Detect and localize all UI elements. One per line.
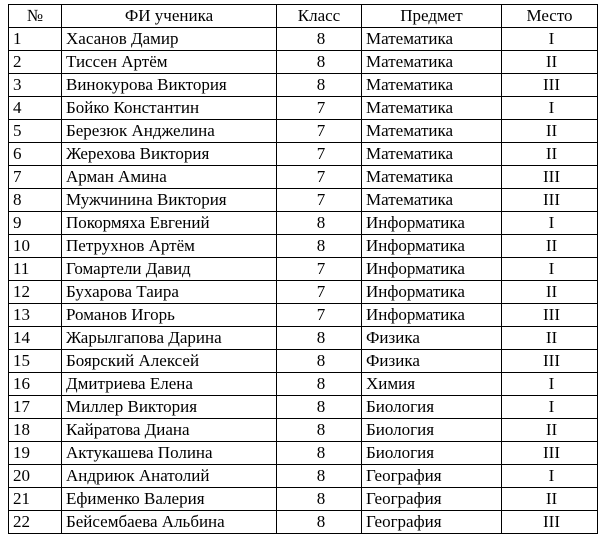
cell-number: 1 — [9, 28, 62, 51]
table-row — [9, 189, 598, 212]
cell-place: II — [502, 51, 598, 74]
table-row — [9, 465, 598, 488]
cell-student-name: Миллер Виктория — [62, 396, 277, 419]
cell-place: II — [502, 281, 598, 304]
cell-number: 16 — [9, 373, 62, 396]
header-place: Место — [502, 5, 598, 28]
cell-place: I — [502, 465, 598, 488]
cell-grade: 7 — [277, 189, 362, 212]
cell-grade: 8 — [277, 235, 362, 258]
cell-grade: 7 — [277, 281, 362, 304]
cell-place: I — [502, 97, 598, 120]
table-row — [9, 327, 598, 350]
cell-place: II — [502, 143, 598, 166]
cell-place: II — [502, 120, 598, 143]
cell-student-name: Тиссен Артём — [62, 51, 277, 74]
cell-student-name: Кайратова Диана — [62, 419, 277, 442]
cell-subject: Математика — [362, 143, 502, 166]
cell-student-name: Актукашева Полина — [62, 442, 277, 465]
header-student-name: ФИ ученика — [62, 5, 277, 28]
cell-grade: 8 — [277, 465, 362, 488]
cell-subject: Математика — [362, 120, 502, 143]
cell-place: II — [502, 235, 598, 258]
table-row — [9, 373, 598, 396]
table-row — [9, 212, 598, 235]
table-row — [9, 97, 598, 120]
table-row — [9, 258, 598, 281]
cell-grade: 7 — [277, 166, 362, 189]
cell-student-name: Дмитриева Елена — [62, 373, 277, 396]
results-table — [8, 4, 598, 534]
table-row — [9, 442, 598, 465]
cell-place: II — [502, 419, 598, 442]
table-body — [9, 28, 598, 534]
cell-subject: Физика — [362, 327, 502, 350]
cell-number: 8 — [9, 189, 62, 212]
cell-subject: Биология — [362, 442, 502, 465]
table-row — [9, 419, 598, 442]
cell-grade: 8 — [277, 511, 362, 534]
cell-number: 15 — [9, 350, 62, 373]
header-number: № — [9, 5, 62, 28]
cell-student-name: Мужчинина Виктория — [62, 189, 277, 212]
cell-student-name: Винокурова Виктория — [62, 74, 277, 97]
cell-number: 20 — [9, 465, 62, 488]
cell-number: 7 — [9, 166, 62, 189]
cell-subject: Математика — [362, 74, 502, 97]
cell-number: 2 — [9, 51, 62, 74]
cell-subject: Информатика — [362, 212, 502, 235]
cell-number: 17 — [9, 396, 62, 419]
cell-place: III — [502, 189, 598, 212]
cell-number: 19 — [9, 442, 62, 465]
cell-subject: География — [362, 465, 502, 488]
table-row — [9, 304, 598, 327]
cell-number: 5 — [9, 120, 62, 143]
table-row — [9, 511, 598, 534]
cell-grade: 8 — [277, 442, 362, 465]
cell-place: III — [502, 304, 598, 327]
cell-grade: 8 — [277, 28, 362, 51]
cell-student-name: Гомартели Давид — [62, 258, 277, 281]
cell-grade: 8 — [277, 51, 362, 74]
cell-place: I — [502, 373, 598, 396]
cell-place: III — [502, 511, 598, 534]
cell-place: II — [502, 488, 598, 511]
cell-subject: Математика — [362, 166, 502, 189]
cell-student-name: Жерехова Виктория — [62, 143, 277, 166]
table-row — [9, 74, 598, 97]
table-row — [9, 51, 598, 74]
cell-grade: 8 — [277, 212, 362, 235]
table-row — [9, 166, 598, 189]
cell-student-name: Жарылгапова Дарина — [62, 327, 277, 350]
cell-student-name: Романов Игорь — [62, 304, 277, 327]
cell-student-name: Бухарова Таира — [62, 281, 277, 304]
cell-place: III — [502, 166, 598, 189]
cell-grade: 7 — [277, 258, 362, 281]
cell-subject: Информатика — [362, 235, 502, 258]
cell-place: III — [502, 350, 598, 373]
cell-number: 6 — [9, 143, 62, 166]
cell-number: 21 — [9, 488, 62, 511]
cell-subject: Математика — [362, 28, 502, 51]
cell-student-name: Ефименко Валерия — [62, 488, 277, 511]
cell-subject: Биология — [362, 396, 502, 419]
cell-place: III — [502, 74, 598, 97]
cell-place: II — [502, 327, 598, 350]
table-row — [9, 488, 598, 511]
cell-place: I — [502, 212, 598, 235]
cell-student-name: Петрухнов Артём — [62, 235, 277, 258]
cell-subject: Информатика — [362, 258, 502, 281]
cell-grade: 8 — [277, 396, 362, 419]
cell-number: 18 — [9, 419, 62, 442]
cell-number: 13 — [9, 304, 62, 327]
cell-student-name: Березюк Анджелина — [62, 120, 277, 143]
cell-subject: География — [362, 488, 502, 511]
table-row — [9, 235, 598, 258]
cell-grade: 8 — [277, 327, 362, 350]
cell-place: III — [502, 442, 598, 465]
cell-grade: 8 — [277, 488, 362, 511]
table-header — [9, 5, 598, 28]
cell-subject: Математика — [362, 97, 502, 120]
table-row — [9, 143, 598, 166]
cell-subject: Физика — [362, 350, 502, 373]
cell-grade: 7 — [277, 97, 362, 120]
cell-student-name: Хасанов Дамир — [62, 28, 277, 51]
cell-subject: Математика — [362, 189, 502, 212]
cell-place: I — [502, 28, 598, 51]
cell-student-name: Бойко Константин — [62, 97, 277, 120]
cell-grade: 8 — [277, 419, 362, 442]
table-row — [9, 396, 598, 419]
cell-grade: 8 — [277, 74, 362, 97]
cell-student-name: Бейсембаева Альбина — [62, 511, 277, 534]
table-row — [9, 120, 598, 143]
cell-number: 12 — [9, 281, 62, 304]
cell-grade: 8 — [277, 373, 362, 396]
cell-grade: 7 — [277, 304, 362, 327]
cell-student-name: Андриюк Анатолий — [62, 465, 277, 488]
cell-student-name: Арман Амина — [62, 166, 277, 189]
cell-place: I — [502, 396, 598, 419]
header-row — [9, 5, 598, 28]
cell-number: 22 — [9, 511, 62, 534]
cell-subject: География — [362, 511, 502, 534]
cell-subject: Биология — [362, 419, 502, 442]
cell-number: 9 — [9, 212, 62, 235]
header-grade: Класс — [277, 5, 362, 28]
cell-number: 10 — [9, 235, 62, 258]
cell-student-name: Покормяха Евгений — [62, 212, 277, 235]
cell-grade: 8 — [277, 350, 362, 373]
cell-number: 3 — [9, 74, 62, 97]
cell-place: I — [502, 258, 598, 281]
cell-subject: Математика — [362, 51, 502, 74]
table-row — [9, 350, 598, 373]
cell-number: 11 — [9, 258, 62, 281]
table-row — [9, 28, 598, 51]
header-subject: Предмет — [362, 5, 502, 28]
cell-subject: Информатика — [362, 304, 502, 327]
table-row — [9, 281, 598, 304]
cell-subject: Химия — [362, 373, 502, 396]
cell-grade: 7 — [277, 120, 362, 143]
cell-number: 14 — [9, 327, 62, 350]
cell-student-name: Боярский Алексей — [62, 350, 277, 373]
cell-grade: 7 — [277, 143, 362, 166]
cell-number: 4 — [9, 97, 62, 120]
cell-subject: Информатика — [362, 281, 502, 304]
